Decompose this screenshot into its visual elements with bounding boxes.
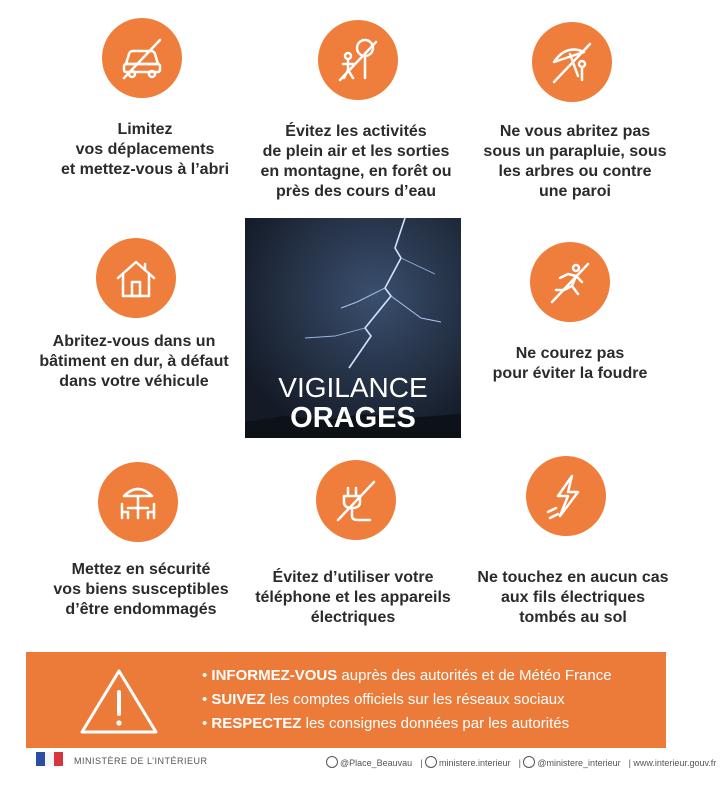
advice-item: • SUIVEZ les comptes officiels sur les réseaux sociaux (202, 691, 565, 708)
no-plug-icon (316, 460, 396, 540)
footer (30, 752, 717, 772)
marianne-logo (36, 752, 64, 769)
advice-rest: les consignes données par les autorités (301, 715, 570, 732)
lightning-icon (526, 456, 606, 536)
facebook-icon (425, 756, 437, 768)
advice-keyword: INFORMEZ-VOUS (211, 667, 338, 684)
facebook-handle: ministere.interieur (439, 758, 511, 768)
tip-text-shelter-building: Abritez-vous dans un bâtiment en dur, à défaut dans votre véhicule (39, 333, 229, 390)
no-running-icon (530, 242, 610, 322)
twitter-icon (326, 756, 338, 768)
vigilance-orages-image (245, 218, 461, 438)
twitter-link[interactable] (326, 758, 416, 768)
twitter-handle: @Place_Beauvau (340, 758, 413, 768)
website-link[interactable]: www.interieur.gouv.fr (633, 758, 717, 768)
advice-keyword: SUIVEZ (211, 691, 266, 708)
house-icon (96, 238, 176, 318)
tip-text-no-running: Ne courez pas pour éviter la foudre (492, 345, 648, 382)
advice-item: • RESPECTEZ les consignes données par les autorités (202, 715, 570, 732)
advice-rest: auprès des autorités et de Météo France (337, 667, 612, 684)
advice-list (202, 664, 612, 736)
advice-rest: les comptes officiels sur les réseaux sociaux (265, 691, 565, 708)
garden-furniture-icon (98, 462, 178, 542)
vigilance-title: VIGILANCE (278, 372, 428, 403)
orages-title: ORAGES (290, 402, 416, 434)
advice-banner (26, 652, 666, 748)
tip-text-no-phone: Évitez d’utiliser votre téléphone et les appareils électriques (255, 569, 451, 626)
advice-item: • INFORMEZ-VOUS auprès des autorités et de Météo France (202, 667, 612, 684)
tip-text-no-wires: Ne touchez en aucun cas aux fils électriques tombés au sol (477, 569, 669, 626)
tip-text-secure-goods: Mettez en sécurité vos biens susceptibles d’être endommagés (53, 561, 229, 618)
tip-text-no-shelter-umbrella: Ne vous abritez pas sous un parapluie, sous les arbres ou contre une paroi (483, 123, 667, 200)
facebook-link[interactable] (425, 758, 515, 768)
tip-text-outdoor: Évitez les activités de plein air et les sorties en montagne, en forêt ou près des cours d’eau (260, 123, 452, 200)
no-umbrella-icon (532, 22, 612, 102)
ministry-name: MINISTÈRE DE L’INTÉRIEUR (74, 756, 208, 766)
tip-text-limit-travel: Limitez vos déplacements et mettez-vous à l’abri (60, 121, 230, 178)
instagram-handle: @ministere_interieur (537, 758, 621, 768)
warning-icon (78, 666, 160, 736)
social-links: @Place_Beauvau | ministere.interieur | @ministere_interieur | www.interieur.gouv.fr (326, 756, 720, 768)
advice-keyword: RESPECTEZ (211, 715, 302, 732)
no-outdoor-activity-icon (318, 20, 398, 100)
no-car-icon (102, 18, 182, 98)
instagram-icon (523, 756, 535, 768)
instagram-link[interactable] (523, 758, 624, 768)
